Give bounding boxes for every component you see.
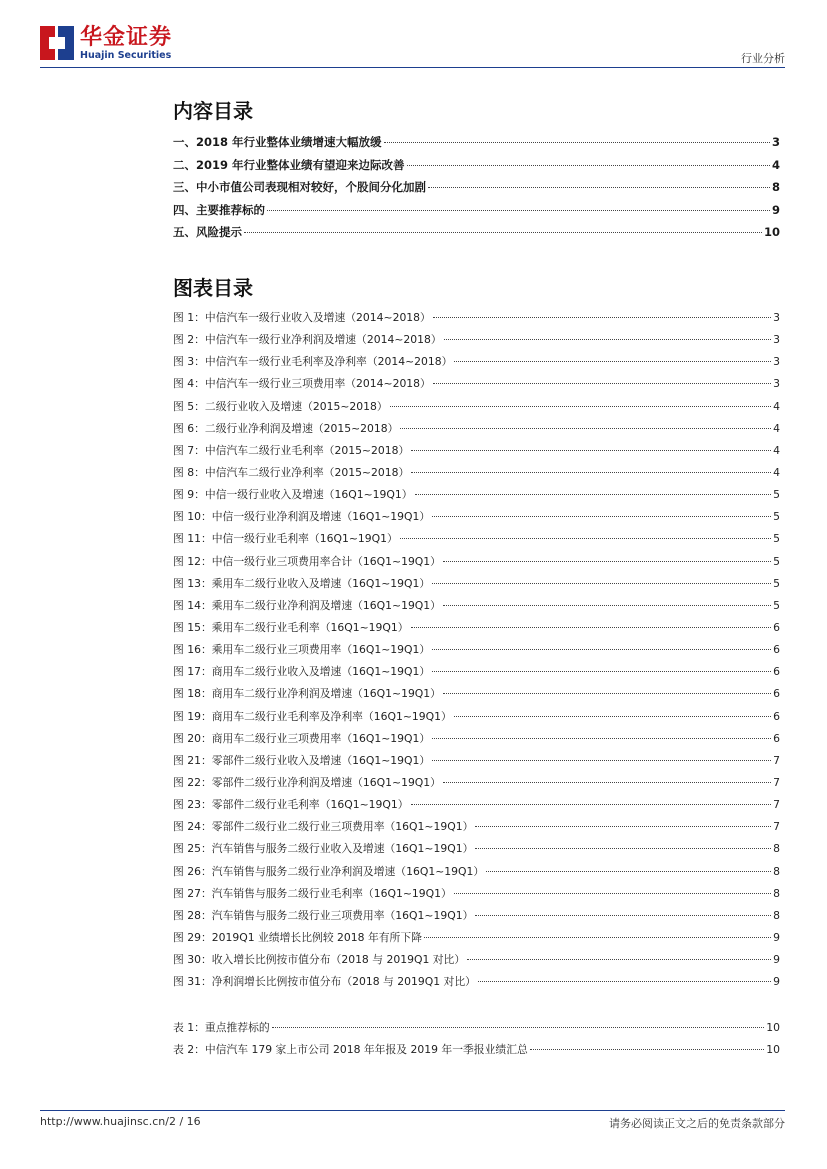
toc-item-text: 图 1：中信汽车一级行业收入及增速（2014~2018） <box>173 311 431 324</box>
toc-item[interactable] <box>173 620 780 642</box>
dot-leader <box>454 716 771 717</box>
toc-item[interactable] <box>173 598 780 620</box>
tables-list <box>173 1020 780 1064</box>
dot-leader <box>475 826 771 827</box>
toc-item[interactable] <box>173 686 780 708</box>
toc-item-text: 三、中小市值公司表现相对较好，个股间分化加剧 <box>173 180 426 195</box>
toc-item-text: 图 17：商用车二级行业收入及增速（16Q1~19Q1） <box>173 665 431 679</box>
dot-leader <box>411 472 771 473</box>
toc-item-text: 图 6：二级行业净利润及增速（2015~2018） <box>173 421 399 435</box>
toc-item[interactable] <box>173 554 780 576</box>
toc-item-text: 图 14：乘用车二级行业净利润及增速（16Q1~19Q1） <box>173 598 441 612</box>
company-logo <box>40 26 172 61</box>
toc-item[interactable] <box>173 1042 780 1064</box>
toc-item-page: 7 <box>773 820 780 834</box>
toc-item-text: 图 31：净利润增长比例按市值分布（2018 与 2019Q1 对比） <box>173 975 476 989</box>
toc-item-text: 图 5：二级行业收入及增速（2015~2018） <box>173 399 388 413</box>
logo-en-text: Huajin Securities <box>80 50 172 61</box>
toc-item[interactable] <box>173 952 780 974</box>
toc-item-page: 3 <box>773 333 780 347</box>
footer-disclaimer: 请务必阅读正文之后的免责条款部分 <box>609 1117 785 1130</box>
toc-item-text: 四、主要推荐标的 <box>173 202 265 217</box>
toc-item-text: 表 2：中信汽车 179 家上市公司 2018 年年报及 2019 年一季报业绩汇总 <box>173 1043 528 1056</box>
toc-item[interactable] <box>173 465 780 487</box>
toc-item-text: 图 16：乘用车二级行业三项费用率（16Q1~19Q1） <box>173 643 431 657</box>
toc-item-page: 4 <box>773 399 780 413</box>
toc-item-text: 图 24：零部件二级行业二级行业三项费用率（16Q1~19Q1） <box>173 820 474 834</box>
toc-item-text: 图 15：乘用车二级行业毛利率（16Q1~19Q1） <box>173 620 409 634</box>
toc-item-page: 8 <box>773 886 780 900</box>
toc-item-page: 8 <box>771 180 780 195</box>
toc-item-page: 6 <box>773 687 780 701</box>
dot-leader <box>443 561 771 562</box>
toc-item[interactable] <box>173 157 780 180</box>
dot-leader <box>400 538 771 539</box>
toc-item[interactable] <box>173 310 780 332</box>
toc-item-text: 图 25：汽车销售与服务二级行业收入及增速（16Q1~19Q1） <box>173 842 474 856</box>
toc-item[interactable] <box>173 797 780 819</box>
dot-leader <box>432 671 771 672</box>
toc-item-page: 5 <box>773 532 780 546</box>
dot-leader <box>432 738 771 739</box>
dot-leader <box>467 959 771 960</box>
toc-item-page: 10 <box>766 1021 780 1034</box>
dot-leader <box>432 516 771 517</box>
toc-item-page: 5 <box>773 598 780 612</box>
toc-item-text: 二、2019 年行业整体业绩有望迎来边际改善 <box>173 157 405 172</box>
toc-item-text: 表 1：重点推荐标的 <box>173 1021 270 1034</box>
toc-item-text: 图 3：中信汽车一级行业毛利率及净利率（2014~2018） <box>173 355 453 369</box>
dot-leader <box>530 1049 764 1050</box>
toc-item[interactable] <box>173 576 780 598</box>
toc-item-text: 图 28：汽车销售与服务二级行业三项费用率（16Q1~19Q1） <box>173 908 474 922</box>
toc-item-page: 5 <box>773 488 780 502</box>
toc-item-page: 8 <box>773 842 780 856</box>
toc-item[interactable] <box>173 202 780 225</box>
dot-leader <box>432 583 771 584</box>
footer-url[interactable]: http://www.huajinsc.cn/ <box>40 1115 169 1128</box>
dot-leader <box>444 339 771 340</box>
toc-item[interactable] <box>173 134 780 157</box>
toc-item-text: 图 20：商用车二级行业三项费用率（16Q1~19Q1） <box>173 731 431 745</box>
toc-item-page: 7 <box>773 775 780 789</box>
dot-leader <box>424 937 771 938</box>
toc-item-text: 图 4：中信汽车一级行业三项费用率（2014~2018） <box>173 377 431 391</box>
toc-item-page: 3 <box>773 377 780 391</box>
toc-item-text: 图 13：乘用车二级行业收入及增速（16Q1~19Q1） <box>173 576 431 590</box>
toc-item-page: 5 <box>773 554 780 568</box>
toc-item-text: 图 10：中信一级行业净利润及增速（16Q1~19Q1） <box>173 510 431 524</box>
dot-leader <box>432 760 771 761</box>
toc-item-page: 3 <box>773 311 780 324</box>
toc-item[interactable] <box>173 376 780 398</box>
toc-item[interactable] <box>173 443 780 465</box>
toc-item-page: 7 <box>773 753 780 767</box>
toc-item[interactable] <box>173 509 780 531</box>
toc-item-text: 五、风险提示 <box>173 225 242 240</box>
toc-item[interactable] <box>173 332 780 354</box>
toc-item-page: 10 <box>766 1043 780 1056</box>
toc-item[interactable] <box>173 908 780 930</box>
toc-item-text: 图 27：汽车销售与服务二级行业毛利率（16Q1~19Q1） <box>173 886 452 900</box>
toc-item-page: 4 <box>773 465 780 479</box>
toc-item[interactable] <box>173 886 780 908</box>
dot-leader <box>475 848 771 849</box>
toc-item-text: 图 11：中信一级行业毛利率（16Q1~19Q1） <box>173 532 398 546</box>
toc-item-page: 9 <box>773 953 780 967</box>
dot-leader <box>433 383 771 384</box>
toc-item-page: 8 <box>773 864 780 878</box>
dot-leader <box>433 317 771 318</box>
dot-leader <box>411 804 772 805</box>
toc-item[interactable] <box>173 930 780 952</box>
toc-item-page: 9 <box>771 202 780 217</box>
toc-item-page: 6 <box>773 731 780 745</box>
toc-item[interactable] <box>173 819 780 841</box>
toc-item-page: 7 <box>773 798 780 812</box>
footer-divider <box>40 1110 785 1111</box>
toc-item-text: 图 7：中信汽车二级行业毛利率（2015~2018） <box>173 443 410 457</box>
contents-list <box>173 134 780 247</box>
dot-leader <box>443 605 771 606</box>
dot-leader <box>415 494 772 495</box>
toc-item-text: 图 26：汽车销售与服务二级行业净利润及增速（16Q1~19Q1） <box>173 864 485 878</box>
toc-item-page: 4 <box>773 421 780 435</box>
toc-item-text: 图 22：零部件二级行业净利润及增速（16Q1~19Q1） <box>173 775 441 789</box>
toc-item[interactable] <box>173 664 780 686</box>
header-divider <box>40 67 785 68</box>
toc-item-page: 6 <box>773 643 780 657</box>
toc-item-text: 图 12：中信一级行业三项费用率合计（16Q1~19Q1） <box>173 554 441 568</box>
toc-item[interactable] <box>173 974 780 996</box>
toc-item-text: 图 8：中信汽车二级行业净利率（2015~2018） <box>173 465 410 479</box>
toc-item-page: 4 <box>773 443 780 457</box>
toc-item-page: 6 <box>773 665 780 679</box>
footer-left <box>40 1115 201 1128</box>
dot-leader <box>475 915 771 916</box>
footer-page-number: 2 / 16 <box>168 1115 201 1128</box>
toc-item[interactable] <box>173 179 780 202</box>
dot-leader <box>411 627 772 628</box>
toc-item-text: 图 30：收入增长比例按市值分布（2018 与 2019Q1 对比） <box>173 953 466 967</box>
toc-item[interactable] <box>173 224 780 247</box>
dot-leader <box>432 649 771 650</box>
dot-leader <box>272 1027 765 1028</box>
figures-title: 图表目录 <box>173 276 253 300</box>
dot-leader <box>443 693 771 694</box>
dot-leader <box>454 893 771 894</box>
toc-item[interactable] <box>173 841 780 863</box>
toc-item[interactable] <box>173 487 780 509</box>
toc-item[interactable] <box>173 642 780 664</box>
toc-item[interactable] <box>173 709 780 731</box>
toc-item-page: 5 <box>773 510 780 524</box>
toc-item[interactable] <box>173 421 780 443</box>
toc-item[interactable] <box>173 399 780 421</box>
toc-item-page: 8 <box>773 908 780 922</box>
toc-item-page: 10 <box>763 225 780 240</box>
toc-item-text: 图 2：中信汽车一级行业净利润及增速（2014~2018） <box>173 333 442 347</box>
toc-item-text: 图 23：零部件二级行业毛利率（16Q1~19Q1） <box>173 798 409 812</box>
figures-list <box>173 310 780 996</box>
toc-item-page: 6 <box>773 620 780 634</box>
toc-item-text: 图 9：中信一级行业收入及增速（16Q1~19Q1） <box>173 488 413 502</box>
contents-title: 内容目录 <box>173 99 253 123</box>
toc-item[interactable] <box>173 354 780 376</box>
toc-item-page: 3 <box>773 355 780 369</box>
toc-item[interactable] <box>173 731 780 753</box>
dot-leader <box>411 450 771 451</box>
toc-item[interactable] <box>173 531 780 553</box>
toc-item-text: 图 18：商用车二级行业净利润及增速（16Q1~19Q1） <box>173 687 441 701</box>
dot-leader <box>390 406 771 407</box>
page-header <box>40 26 785 68</box>
logo-cn-text: 华金证券 <box>80 25 173 50</box>
toc-item-text: 图 21：零部件二级行业收入及增速（16Q1~19Q1） <box>173 753 431 767</box>
toc-item-page: 9 <box>773 930 780 944</box>
logo-mark-icon <box>40 26 74 60</box>
toc-item[interactable] <box>173 753 780 775</box>
dot-leader <box>400 428 771 429</box>
toc-item-text: 图 19：商用车二级行业毛利率及净利率（16Q1~19Q1） <box>173 709 452 723</box>
toc-item-text: 图 29：2019Q1 业绩增长比例较 2018 年有所下降 <box>173 930 422 944</box>
toc-item[interactable] <box>173 1020 780 1042</box>
toc-item-page: 3 <box>771 135 780 149</box>
toc-item-page: 4 <box>771 157 780 172</box>
toc-item-page: 5 <box>773 576 780 590</box>
toc-item-page: 9 <box>773 975 780 989</box>
dot-leader <box>443 782 771 783</box>
toc-item[interactable] <box>173 864 780 886</box>
toc-item[interactable] <box>173 775 780 797</box>
dot-leader <box>486 871 771 872</box>
toc-item-page: 6 <box>773 709 780 723</box>
dot-leader <box>454 361 771 362</box>
dot-leader <box>478 981 771 982</box>
toc-item-text: 一、2018 年行业整体业绩增速大幅放缓 <box>173 135 382 149</box>
report-category: 行业分析 <box>741 52 785 65</box>
